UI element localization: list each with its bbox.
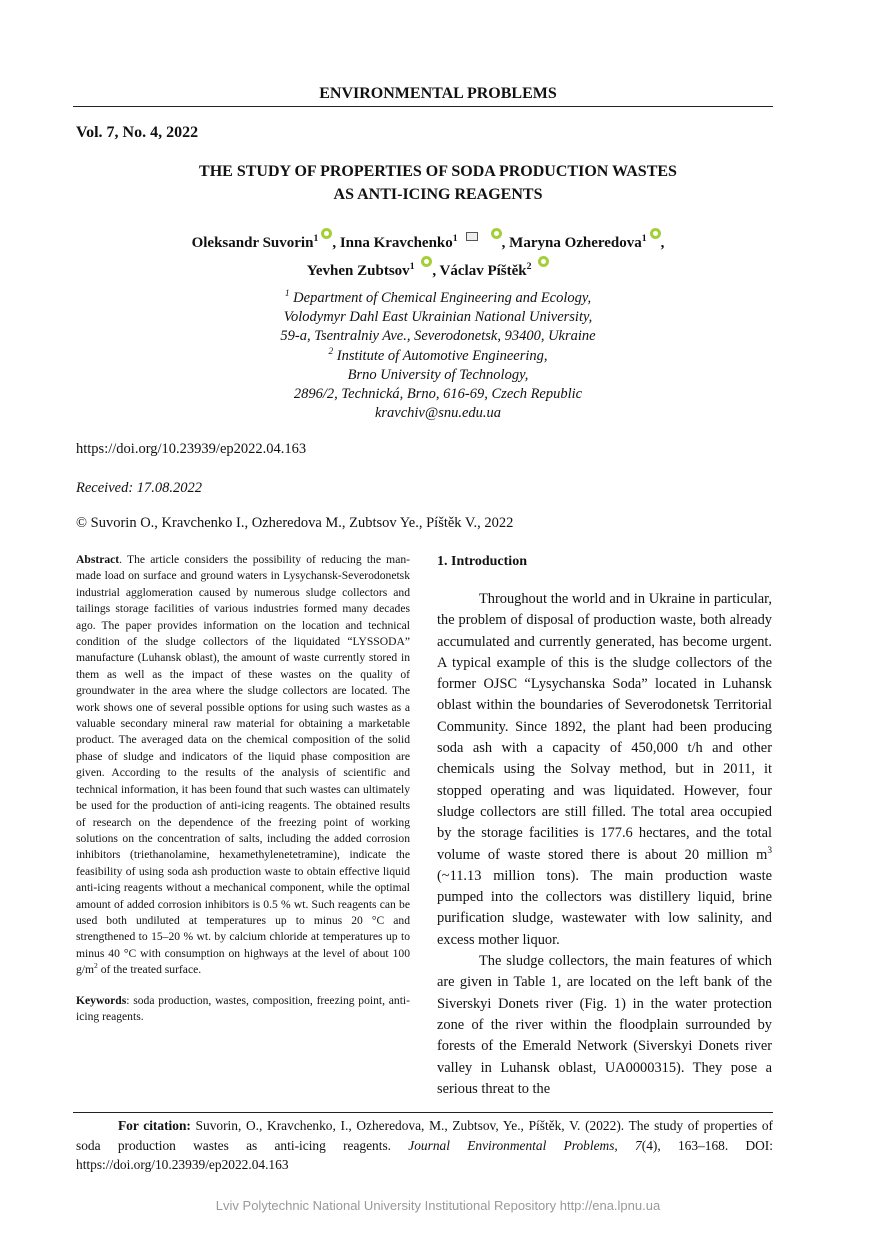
affiliations <box>150 289 726 423</box>
affiliation-mark: 2 <box>526 261 532 272</box>
title-line: THE STUDY OF PROPERTIES OF SODA PRODUCTION WASTES <box>199 163 677 180</box>
affiliation-mark: 1 <box>313 233 319 244</box>
affiliation-mark: 1 <box>641 233 647 244</box>
email-icon[interactable] <box>466 232 478 241</box>
repository-footer[interactable]: Lviv Polytechnic National University Institutional Repository http://ena.lpnu.ua <box>215 1198 661 1213</box>
author: Inna Kravchenko <box>339 235 453 251</box>
affiliation-line: Brno University of Technology, <box>347 366 529 383</box>
left-column <box>76 552 410 1025</box>
keywords-text: : soda production, wastes, composition, freezing point, anti-icing reagents. <box>76 993 410 1023</box>
keywords-label: Keywords <box>76 993 127 1007</box>
affiliation-mark: 2 <box>328 346 334 357</box>
abstract-text: . The article considers the possibility of reducing the man-made load on surface and ground waters in Lysychansk-Severodonetsk industrial agglomeration caused by numerous sludge collectors and tailings storage facilities of various industries formed many decades ago. The paper provides information on the location and technical condition of the sludge collectors of the liquidated “LYSSODA” manufacture (Luhansk oblast), the amount of waste currently stored in them as well as the impact of these wastes on the quality of groundwater in the area where the sludge collectors are located. The work shows one of several possible options for using such wastes as a valuable secondary mineral raw material for obtaining a marketable product. The averaged data on the chemical composition of the solid phase of sludge and indicators of the liquid phase composition are given. According to the results of the analysis of scientific and technical information, it has been found that such wastes can ultimately be used for the production of anti-icing reagents. The obtained results of research on the dependence of the freezing point of working solutions on the concentration of salts, including the added corrosion inhibitors (triethanolamine, hexamethylenetetramine), indicate the feasibility of using soda ash production waste to obtain effective liquid anti-icing reagents without a mechanical component, while the optimal amount of added corrosion inhibitors is 0.5 % wt. Such reagents can be used both undiluted at temperatures up to minus 20 °C and strengthened to 15–20 % wt. by calcium chloride at temperatures up to minus 40 °C with consumption on highways at the level of about 100 g/m <box>76 553 410 977</box>
header-rule <box>73 106 773 107</box>
orcid-icon[interactable] <box>421 256 432 267</box>
footnote-rule <box>73 1112 773 1113</box>
citation-text: (4), 163–168. DOI: https://doi.org/10.23939/ep2022.04.163 <box>76 1137 773 1173</box>
title-line: AS ANTI-ICING REAGENTS <box>333 186 543 203</box>
orcid-icon[interactable] <box>321 228 332 239</box>
two-column-layout <box>73 552 773 1100</box>
affiliation-line: Volodymyr Dahl East Ukrainian National University, <box>283 309 593 326</box>
orcid-icon[interactable] <box>538 256 549 267</box>
abstract-label: Abstract <box>76 553 120 566</box>
affiliation-line: Institute of Automotive Engineering, <box>336 347 548 364</box>
orcid-icon[interactable] <box>491 228 502 239</box>
citation <box>76 1116 773 1175</box>
journal-name: ENVIRONMENTAL PROBLEMS <box>319 85 557 102</box>
author: Maryna Ozheredova <box>509 235 642 251</box>
paragraph-text: (~11.13 million tons). The main production waste pumped into the collectors was distillery liquid, brine purification sludge, wastewater with low salinity, and excess mother liquor. <box>437 867 772 948</box>
abstract-text: of the treated surface. <box>97 963 202 977</box>
paragraph-text: Throughout the world and in Ukraine in particular, the problem of disposal of production waste, both already accumulated and currently generated, has become urgent. A typical example of this is the sludge collectors of the former OJSC “Lysychanska Soda” located in Luhansk oblast within the boundaries of Severodonetsk Territorial Community. Since 1892, the plant had been producing soda ash with a capacity of 450,000 t/h and other chemicals using the Solvay method, but in 2011, it stopped operating and was liquidated. However, four sludge collectors are still filled. The total area occupied by the storage facilities is 177.6 hectares, and the total volume of waste stored there is about 20 million m <box>437 591 772 863</box>
author: Oleksandr Suvorin <box>191 235 314 251</box>
keywords <box>76 993 410 1026</box>
received-date: Received: 17.08.2022 <box>76 480 203 496</box>
citation-text: Suvorin, O., Kravchenko, I., Ozheredova, M., Zubtsov, Ye., Píštěk, V. (2022). The study of properties of soda production wastes as anti-icing reagents. <box>76 1118 773 1153</box>
paragraph <box>437 589 772 951</box>
citation-label: For citation: <box>118 1118 191 1134</box>
affiliation-mark: 1 <box>452 233 458 244</box>
citation-volume: 7 <box>635 1137 642 1153</box>
orcid-icon[interactable] <box>650 228 661 239</box>
paper-title <box>100 160 776 206</box>
affiliation-mark: 1 <box>409 261 415 272</box>
affiliation-line: 59-a, Tsentralniy Ave., Severodonetsk, 93400, Ukraine <box>280 328 596 345</box>
author: Yevhen Zubtsov <box>306 263 410 279</box>
paragraph: The sludge collectors, the main features of which are given in Table 1, are located on the left bank of the Siverskyi Donets river (Fig. 1) in the water protection zone of the river within the floodplain surrounded by forests of the Emerald Network (Siverskyi Donets river valley in Luhansk oblast, UA0000315). They pose a serious threat to the <box>437 953 772 1097</box>
doi-link[interactable]: https://doi.org/10.23939/ep2022.04.163 <box>76 441 307 457</box>
right-column <box>437 552 772 1100</box>
citation-journal: Journal Environmental Problems <box>408 1137 615 1153</box>
abstract <box>76 552 410 979</box>
affiliation-line: 2896/2, Technická, Brno, 616-69, Czech Republic <box>293 386 583 403</box>
volume-info: Vol. 7, No. 4, 2022 <box>76 124 199 141</box>
contact-email[interactable]: kravchiv@snu.edu.ua <box>374 405 502 422</box>
superscript: 2 <box>94 961 98 971</box>
author: Václav Píštěk <box>439 263 527 279</box>
article-body <box>73 552 773 1175</box>
section-heading: 1. Introduction <box>437 554 527 569</box>
introduction-body <box>437 589 772 1100</box>
superscript: 3 <box>767 845 772 856</box>
affiliation-line: Department of Chemical Engineering and Ecology, <box>293 290 592 306</box>
author-list: Oleksandr Suvorin$^1$ , Inna Kravchenko$^1$ , Maryna Ozheredova$^1$ , Yevhen Zubtsov$^1$ , Václav Píštěk$^2$ <box>80 228 776 284</box>
citation-text: , <box>614 1137 636 1153</box>
copyright: © Suvorin O., Kravchenko I., Ozheredova M., Zubtsov Ye., Píštěk V., 2022 <box>76 515 514 531</box>
affiliation-mark: 1 <box>284 289 290 300</box>
